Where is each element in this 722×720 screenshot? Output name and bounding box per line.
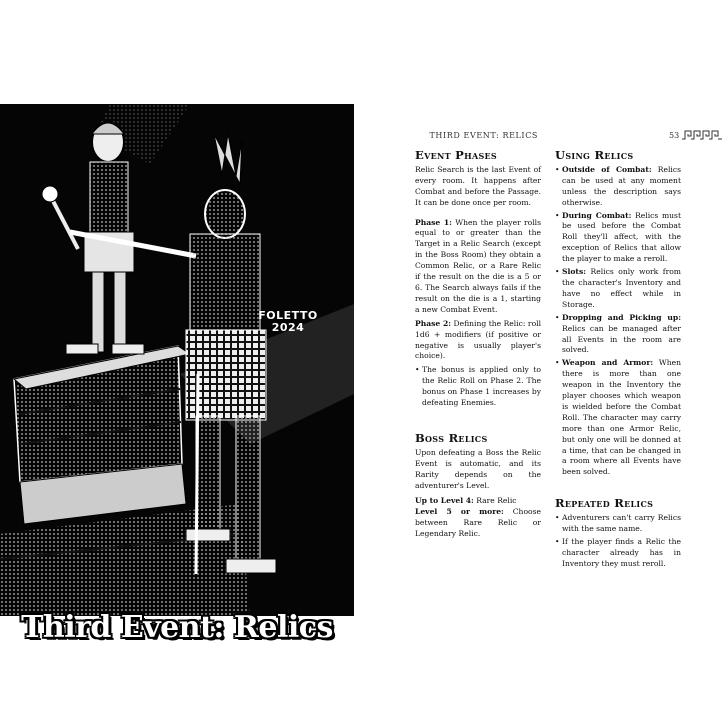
- text-column-left: [415, 150, 541, 543]
- item-text: Adventurers can't carry Relics with the same name.: [562, 513, 681, 534]
- using-relics-list: [555, 165, 681, 478]
- boss-relics-intro: Upon defeating a Boss the Relic Event is automatic, and its Rarity depends on the adventurer's Level.: [415, 447, 541, 490]
- item-label: Outside of Combat:: [562, 164, 652, 174]
- list-item: [555, 513, 681, 535]
- heading-event-phases: Event Phases: [415, 148, 498, 162]
- item-label: Dropping and Picking up:: [562, 312, 681, 322]
- phase-1-text: When the player rolls equal to or greater than the Target in a Relic Search (except in the Boss Room) they obtain a Common Relic, or a Rare Relic if the result on the die is a 5 or 6. The Search always fails if the result on the die is a 1, starting a new Combat Event.: [415, 217, 541, 314]
- phase-1-paragraph: [415, 218, 541, 316]
- list-item: [555, 537, 681, 570]
- list-item: [555, 358, 681, 478]
- list-item: [555, 165, 681, 209]
- level-5-text: Choose between Rare Relic or Legendary Relic.: [415, 507, 541, 539]
- level-4-text: Rare Relic: [473, 496, 517, 506]
- phase-bonus-list: [415, 365, 541, 409]
- warriors-artwork: [0, 104, 354, 616]
- item-text: Relics must be used before the Combat Roll they'll affect, with the exception of Relics that allow the player to make a reroll.: [562, 210, 681, 264]
- running-head: THIRD EVENT: RELICS: [429, 131, 538, 140]
- level-5-label: Level 5 or more:: [415, 507, 504, 517]
- boss-level-5-line: [415, 507, 541, 540]
- chapter-illustration: [0, 104, 354, 645]
- level-4-label: Up to Level 4:: [415, 496, 474, 506]
- bullet-icon: •: [555, 358, 560, 368]
- repeated-relics-list: [555, 513, 681, 570]
- bullet-icon: •: [415, 365, 420, 375]
- heading-repeated-relics: Repeated Relics: [555, 496, 654, 511]
- item-label: Slots:: [562, 267, 587, 277]
- bullet-icon: •: [555, 267, 560, 277]
- list-item: [555, 267, 681, 311]
- list-item: [555, 313, 681, 357]
- heading-boss-relics: Boss Relics: [415, 430, 488, 445]
- item-text: Relics can be used at any moment unless the description says otherwise.: [562, 164, 681, 207]
- event-phases-intro: Relic Search is the last Event of every room. It happens after Combat and before the Passage. It can be done once per room.: [415, 164, 541, 207]
- bullet-icon: •: [555, 210, 560, 220]
- list-item: [415, 365, 541, 409]
- heading-using-relics: Using Relics: [555, 148, 634, 162]
- signature-year: 2024: [271, 321, 305, 334]
- bonus-note: The bonus is applied only to the Relic Roll on Phase 2. The bonus on Phase 1 increases by defeating Enemies.: [422, 365, 541, 408]
- phase-2-label: Phase 2:: [415, 318, 452, 328]
- item-label: Weapon and Armor:: [562, 358, 654, 368]
- item-text: When there is more than one weapon in the Inventory the player chooses which weapon is wielded before the Combat Roll. The character may carry more than one Armor Relic, but only one will be donned at a time, that can be changed in a room where all Events have been solved.: [562, 358, 681, 477]
- standing-warrior-figure: [42, 122, 196, 354]
- phase-1-label: Phase 1:: [415, 217, 452, 227]
- greek-key-ornament-icon: [682, 130, 722, 140]
- signature-name: FOLETTO: [258, 309, 318, 322]
- bullet-icon: •: [555, 537, 560, 546]
- item-text: If the player finds a Relic the character already has in Inventory they must reroll.: [562, 537, 681, 568]
- item-label: During Combat:: [562, 210, 632, 220]
- artist-signature: [258, 310, 318, 334]
- chapter-title: Third Event: Relics: [21, 610, 333, 645]
- list-item: [555, 211, 681, 266]
- item-text: Relics only work from the character's Inventory and have no effect while in Storage.: [562, 267, 681, 309]
- phase-2-paragraph: [415, 319, 541, 363]
- phase-2-text: Defining the Relic: roll 1d6 + modifiers (if positive or negative is usually player's choice).: [415, 318, 541, 361]
- text-column-right: [555, 150, 681, 572]
- bullet-icon: •: [555, 164, 560, 174]
- boss-level-4-line: [415, 496, 541, 507]
- bullet-icon: •: [555, 312, 560, 322]
- item-text: Relics can be managed after all Events in the room are solved.: [562, 323, 681, 355]
- bullet-icon: •: [555, 513, 560, 523]
- page-number: 53: [669, 131, 680, 140]
